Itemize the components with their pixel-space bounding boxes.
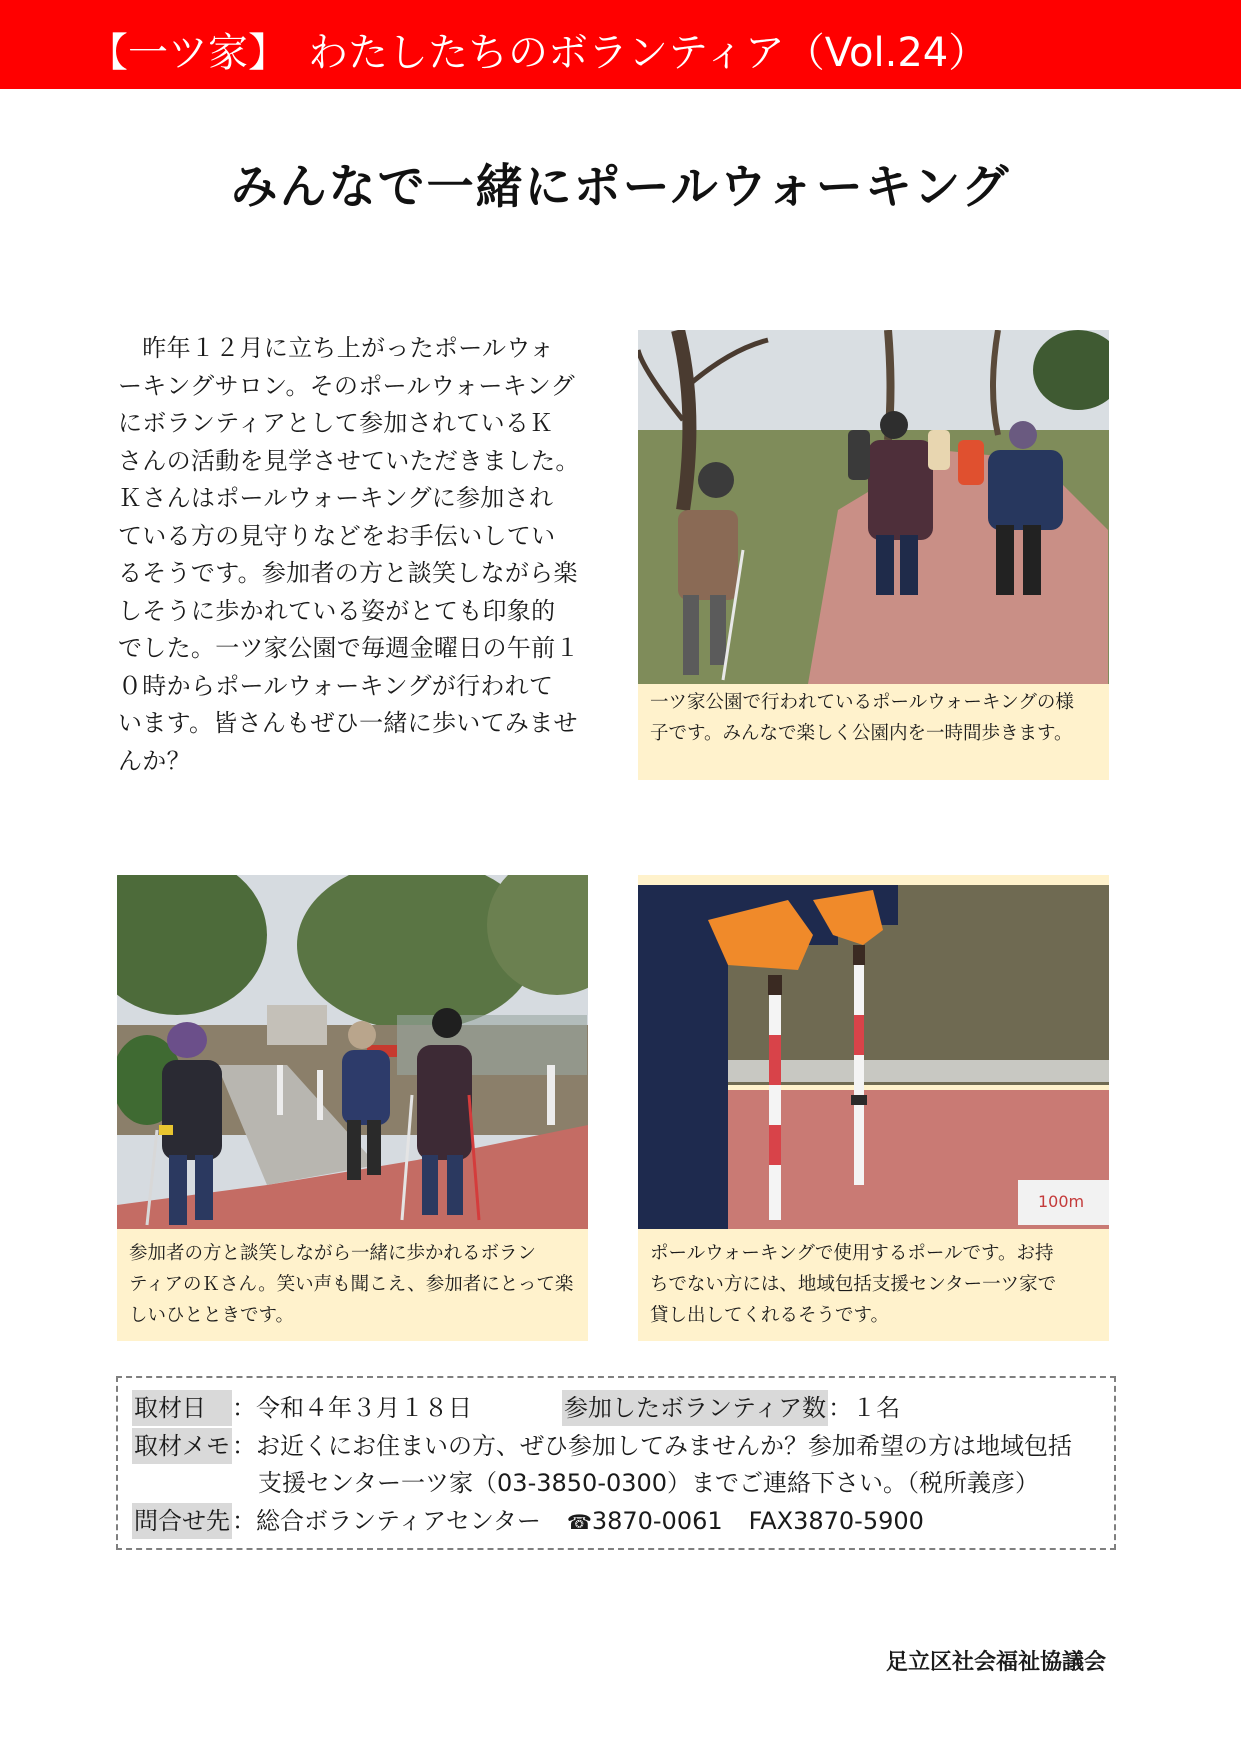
caption-line: ポールウォーキングで使用するポールです。お持: [650, 1243, 1054, 1264]
intro-line: Ｋさんはポールウォーキングに参加され: [118, 484, 554, 512]
intro-line: ーキングサロン。そのポールウォーキング: [118, 371, 575, 400]
intro-line: るそうです。参加者の方と談笑しながら楽: [118, 559, 578, 587]
park-walk-image: [638, 330, 1109, 684]
info-row-memo: [132, 1428, 1072, 1464]
intro-line: さんの活動を見学させていただきました。: [118, 446, 580, 475]
photo-park-walk: [638, 330, 1109, 684]
footer-org: 足立区社会福祉協議会: [885, 1650, 1106, 1675]
intro-line: ０時からポールウォーキングが行われて: [118, 671, 554, 700]
phone-number: 3870-0061: [591, 1507, 723, 1535]
volunteer-k-image: [117, 875, 588, 1229]
info-row-count: [562, 1390, 900, 1426]
date-label: 取材日: [132, 1390, 232, 1426]
caption-line: 一ツ家公園で行われているポールウォーキングの様: [650, 692, 1074, 713]
caption-line: 参加者の方と談笑しながら一緒に歩かれるボラン: [129, 1243, 537, 1264]
intro-line: います。皆さんもぜひ一緒に歩いてみませ: [118, 709, 578, 737]
info-row-contact: [132, 1503, 924, 1540]
info-row-date: [132, 1390, 472, 1426]
header-banner: [0, 0, 1241, 89]
phone-icon: ☎: [566, 1510, 592, 1534]
intro-text: [118, 330, 590, 780]
date-value: ：令和４年３月１８日: [232, 1394, 472, 1422]
caption-line: しいひとときです。: [129, 1305, 295, 1326]
memo-line-1: ：お近くにお住まいの方、ぜひ参加してみませんか？参加希望の方は地域包括: [232, 1432, 1072, 1460]
intro-line: んか？: [118, 746, 191, 775]
banner-title: 【一ツ家】 わたしたちのボランティア（Vol.24）: [88, 30, 989, 76]
count-value: ：１名: [828, 1394, 901, 1422]
sign-text: 100m: [1038, 1192, 1085, 1211]
intro-line: ている方の見守りなどをお手伝いしてい: [118, 521, 556, 550]
caption-line: ちでない方には、地域包括支援センター一ツ家で: [650, 1274, 1057, 1295]
caption-volunteer-k: [117, 1229, 588, 1341]
memo-label: 取材メモ: [132, 1428, 232, 1464]
memo-line-2: 支援センター一ツ家（03-3850-0300）までご連絡下さい。（税所義彦）: [258, 1469, 1040, 1497]
info-box: [116, 1376, 1116, 1550]
article-title: みんなで一緒にポールウォーキング: [230, 160, 1011, 215]
contact-value: ：総合ボランティアセンター: [232, 1507, 541, 1535]
photo-walking-poles: [638, 875, 1109, 1229]
fax-number: FAX3870-5900: [748, 1507, 924, 1535]
contact-label: 問合せ先: [132, 1503, 232, 1539]
caption-line: 貸し出してくれるそうです。: [650, 1305, 890, 1326]
caption-line: ティアのＫさん。笑い声も聞こえ、参加者にとって楽: [129, 1274, 574, 1295]
intro-line: しそうに歩かれている姿がとても印象的: [118, 596, 556, 625]
caption-walking-poles: [638, 1229, 1109, 1341]
intro-line: でした。一ツ家公園で毎週金曜日の午前１: [118, 634, 580, 662]
intro-line: にボランティアとして参加されているＫ: [118, 409, 554, 437]
caption-line: 子です。みんなで楽しく公園内を一時間歩きます。: [650, 723, 1073, 744]
photo-volunteer-k: [117, 875, 588, 1229]
caption-park-walk: [638, 684, 1109, 780]
count-label: 参加したボランティア数: [562, 1390, 828, 1426]
walking-poles-image: [638, 875, 1109, 1229]
intro-line: 昨年１２月に立ち上がったポールウォ: [118, 334, 554, 362]
